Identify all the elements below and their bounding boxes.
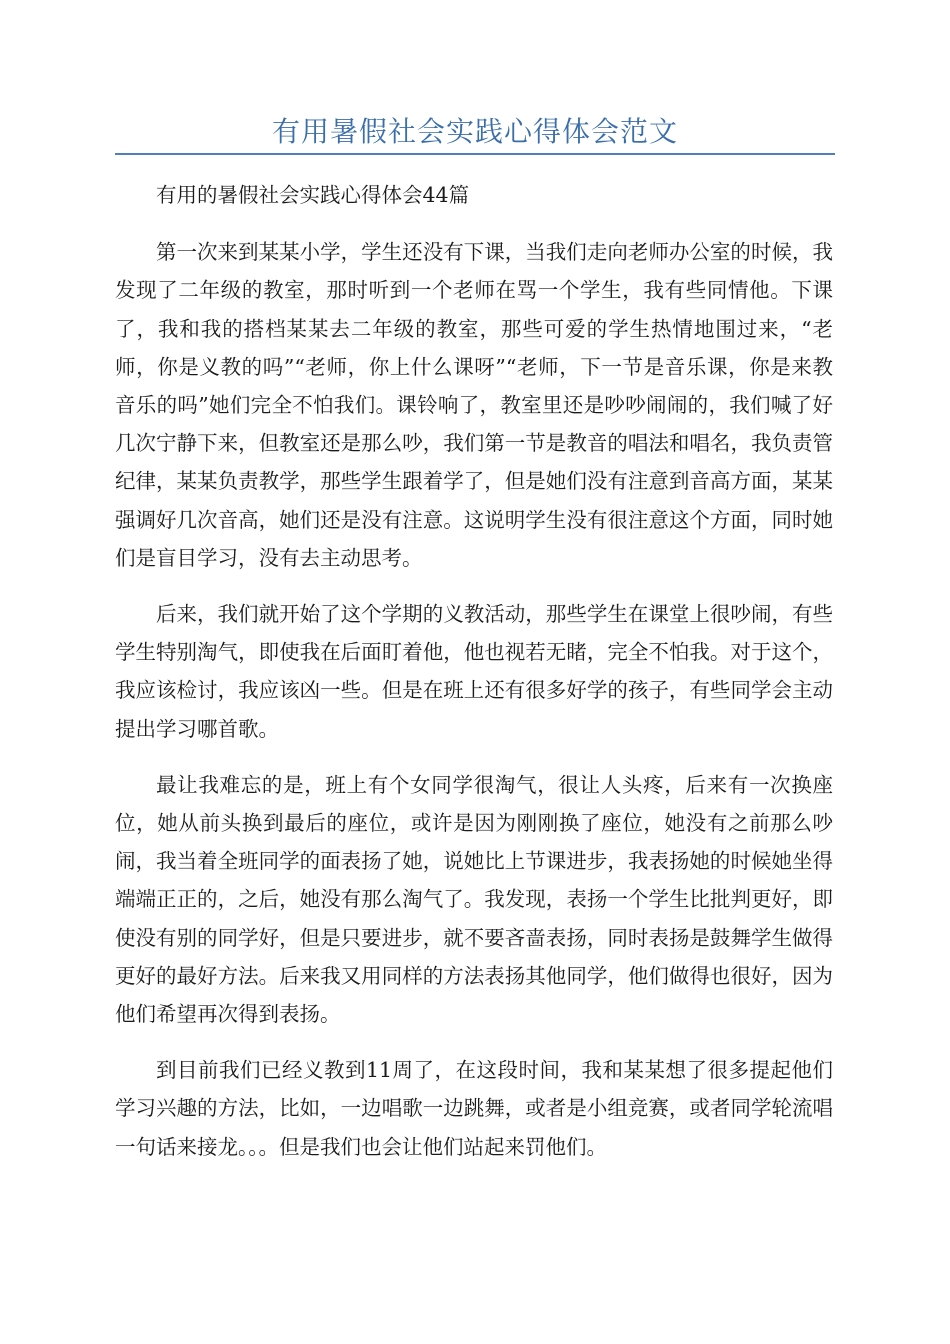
paragraph-1: 第一次来到某某小学，学生还没有下课，当我们走向老师办公室的时候，我发现了二年级的教室，那时听到一个老师在骂一个学生，我有些同情他。下课了，我和我的搭档某某去二年级的教室，那些可爱的学生热情地围过来，“老师，你是义教的吗”“老师，你上什么课呀”“老师，下一节是音乐课，你是来教音乐的吗”她们完全不怕我们。课铃响了，教室里还是吵吵闹闹的，我们喊了好几次宁静下来，但教室还是那么吵，我们第一节是教音的唱法和唱名，我负责管纪律，某某负责教学，那些学生跟着学了，但是她们没有注意到音高方面，某某强调好几次音高，她们还是没有注意。这说明学生没有很注意这个方面，同时她们是盲目学习，没有去主动思考。 [115, 240, 833, 570]
page-title: 有用暑假社会实践心得体会范文 [271, 115, 678, 148]
document-subtitle: 有用的暑假社会实践心得体会44篇 [156, 183, 470, 207]
document-body [115, 176, 833, 1184]
paragraph-3: 最让我难忘的是，班上有个女同学很淘气，很让人头疼，后来有一次换座位，她从前头换到最后的座位，或许是因为刚刚换了座位，她没有之前那么吵闹，我当着全班同学的面表扬了她，说她比上节课进步，我表扬她的时候她坐得端端正正的，之后，她没有那么淘气了。我发现，表扬一个学生比批判更好，即使没有别的同学好，但是只要进步，就不要吝啬表扬，同时表扬是鼓舞学生做得更好的最好方法。后来我又用同样的方法表扬其他同学，他们做得也很好，因为他们希望再次得到表扬。 [115, 772, 833, 1027]
paragraph-2: 后来，我们就开始了这个学期的义教活动，那些学生在课堂上很吵闹，有些学生特别淘气，即使我在后面盯着他，他也视若无睹，完全不怕我。对于这个，我应该检讨，我应该凶一些。但是在班上还有很多好学的孩子，有些同学会主动提出学习哪首歌。 [115, 602, 833, 741]
paragraph-4: 到目前我们已经义教到11周了，在这段时间，我和某某想了很多提起他们学习兴趣的方法，比如，一边唱歌一边跳舞，或者是小组竞赛，或者同学轮流唱一句话来接龙。。。但是我们也会让他们站起来罚他们。 [115, 1058, 833, 1159]
title-underline [115, 153, 835, 155]
